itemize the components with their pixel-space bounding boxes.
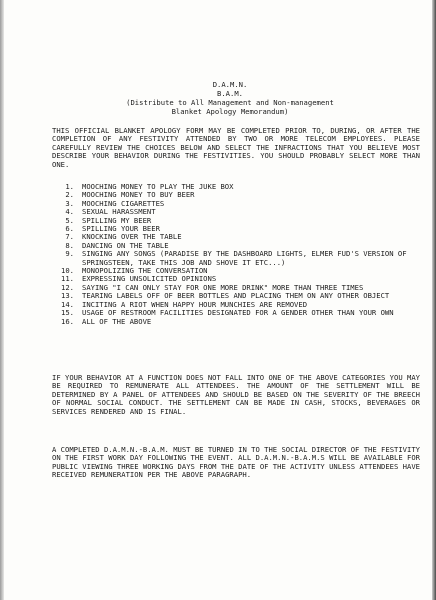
memo-title: D.A.M.N. <box>212 80 248 89</box>
item-number: 9. <box>65 249 74 259</box>
item-text: MOOCHING CIGARETTES <box>82 198 165 208</box>
item-number: 15. <box>61 308 74 318</box>
item-text: KNOCKING OVER THE TABLE <box>82 232 182 242</box>
infraction-list <box>52 183 420 326</box>
item-text: SPILLING MY BEER <box>82 215 152 225</box>
item-text: MONOPOLIZING THE CONVERSATION <box>82 266 208 276</box>
item-text: EXPRESSING UNSOLICITED OPINIONS <box>82 274 217 284</box>
item-text: ALL OF THE ABOVE <box>82 316 152 326</box>
memo-header <box>40 80 420 116</box>
item-number: 1. <box>65 182 74 191</box>
memo-subtitle: B.A.M. <box>217 89 243 98</box>
item-text: USAGE OF RESTROOM FACILITIES DESIGNATED FOR A GENDER OTHER THAN YOUR OWN <box>82 308 394 318</box>
item-number: 10. <box>61 266 74 276</box>
item-text: SINGING ANY SONGS (PARADISE BY THE DASHBOARD LIGHTS, ELMER FUD'S VERSION OF SPRINGSTEEN, TAKE THIS JOB AND SHOVE IT ETC...) <box>82 249 407 267</box>
closing-paragraph: A COMPLETED D.A.M.N.-B.A.M. MUST BE TURNED IN TO THE SOCIAL DIRECTOR OF THE FESTIVITY ON THE FIRST WORK DAY FOLLOWING THE EVENT. ALL D.A.M.N.-B.A.M.S WILL BE AVAILABLE FOR PUBLIC VIEWING THREE WORKING DAYS FROM THE DATE OF THE ACTIVITY UNLESS ATTENDEES HAVE RECEIVED REMUNERATION PER THE ABOVE PARAGRAPH. <box>52 445 420 480</box>
item-number: 4. <box>65 207 74 217</box>
item-text: SEXUAL HARASSMENT <box>82 207 156 217</box>
item-number: 3. <box>65 198 74 208</box>
memo-description-line: Blanket Apology Memorandum) <box>171 107 289 116</box>
item-number: 2. <box>65 190 74 200</box>
page-left-edge <box>0 0 4 600</box>
intro-paragraph: THIS OFFICIAL BLANKET APOLOGY FORM MAY BE COMPLETED PRIOR TO, DURING, OR AFTER THE COMPLETION OF ANY FESTIVITY ATTENDED BY TWO OR MORE TELECOM EMPLOYEES. PLEASE CAREFULLY REVIEW THE CHOICES BELOW AND SELECT THE INFRACTIONS THAT YOU BELIEVE MOST DESCRIBE YOUR BEHAVIOR DURING THE FESTIVITIES. YOU SHOULD PROBABLY SELECT MORE THAN ONE. <box>52 126 420 169</box>
item-number: 14. <box>61 299 74 309</box>
item-text: INCITING A RIOT WHEN HAPPY HOUR MUNCHIES ARE REMOVED <box>82 299 308 309</box>
item-number: 5. <box>65 215 74 225</box>
item-number: 12. <box>61 282 74 292</box>
item-number: 13. <box>61 291 74 301</box>
page-right-edge <box>432 0 436 600</box>
item-number: 11. <box>61 274 74 284</box>
item-text: MOOCHING MONEY TO BUY BEER <box>82 190 195 200</box>
list-item <box>52 318 420 326</box>
item-text: MOOCHING MONEY TO PLAY THE JUKE BOX <box>82 182 234 191</box>
item-text: SPILLING YOUR BEER <box>82 224 160 234</box>
settlement-paragraph: IF YOUR BEHAVIOR AT A FUNCTION DOES NOT FALL INTO ONE OF THE ABOVE CATEGORIES YOU MAY BE REQUIRED TO REMUNERATE ALL ATTENDEES. THE AMOUNT OF THE SETTLEMENT WILL BE DETERMINED BY A PANEL OF ATTENDEES AND SHOULD BE BASED ON THE SEVERITY OF THE BREECH OF NORMAL SOCIAL CONDUCT. THE SETTLEMENT CAN BE MADE IN CASH, STOCKS, BEVERAGES OR SERVICES RENDERED AND IS FINAL. <box>52 373 420 416</box>
item-number: 6. <box>65 224 74 234</box>
item-text: SAYING "I CAN ONLY STAY FOR ONE MORE DRINK" MORE THAN THREE TIMES <box>82 282 364 292</box>
item-number: 7. <box>65 232 74 242</box>
item-text: TEARING LABELS OFF OF BEER BOTTLES AND PLACING THEM ON ANY OTHER OBJECT <box>82 291 390 301</box>
item-text: DANCING ON THE TABLE <box>82 240 169 250</box>
list-item <box>52 250 420 267</box>
item-number: 8. <box>65 240 74 250</box>
memo-distribution-line: (Distribute to All Management and Non-management <box>126 98 334 107</box>
item-number: 16. <box>61 316 74 326</box>
